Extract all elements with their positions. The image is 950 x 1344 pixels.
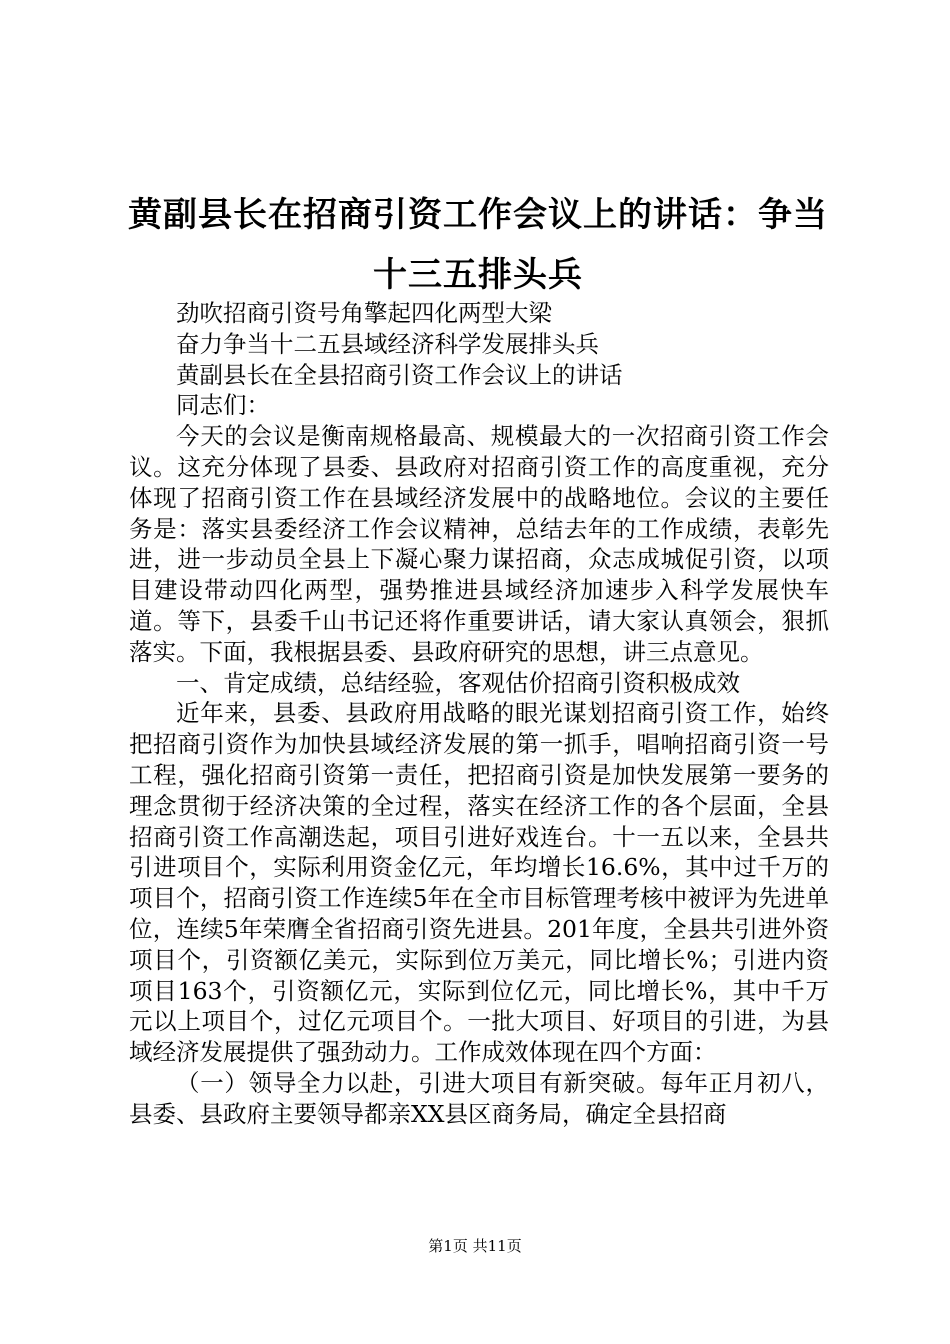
body-paragraph: 近年来，县委、县政府用战略的眼光谋划招商引资工作，始终把招商引资作为加快县域经济发展的第一抓手，唱响招商引资一号工程，强化招商引资第一责任，把招商引资是加快发展第一要务的理念贯彻于经济决策的全过程，落实在经济工作的各个层面，全县招商引资工作高潮迭起，项目引进好戏连台。十一五以来，全县共引进项目个，实际利用资金亿元，年均增长16.6%，其中过千万的项目个，招商引资工作连续5年在全市目标管理考核中被评为先进单位，连续5年荣膺全省招商引资先进县。201年度，全县共引进外资项目个，引资额亿美元，实际到位万美元，同比增长%；引进内资项目163个，引资额亿元，实际到位亿元，同比增长%，其中千万元以上项目个，过亿元项目个。一批大项目、好项目的引进，为县域经济发展提供了强劲动力。工作成效体现在四个方面：: [129, 699, 829, 1067]
body-paragraph: 今天的会议是衡南规格最高、规模最大的一次招商引资工作会议。这充分体现了县委、县政府对招商引资工作的高度重视，充分体现了招商引资工作在县域经济发展中的战略地位。会议的主要任务是：落实县委经济工作会议精神，总结去年的工作成绩，表彰先进，进一步动员全县上下凝心聚力谋招商，众志成城促引资，以项目建设带动四化两型，强势推进县域经济加速步入科学发展快车道。等下，县委千山书记还将作重要讲话，请大家认真领会，狠抓落实。下面，我根据县委、县政府研究的思想，讲三点意见。: [129, 422, 829, 666]
document-body: [129, 298, 829, 1130]
page-footer: 第1页 共11页: [428, 1237, 522, 1255]
subtitle-line-2: 奋力争当十二五县域经济科学发展排头兵: [176, 329, 599, 358]
document-title: 黄副县长在招商引资工作会议上的讲话：争当十三五排头兵: [128, 195, 828, 295]
subtitle-line-1: 劲吹招商引资号角擎起四化两型大梁: [176, 299, 552, 327]
salutation: 同志们：: [176, 391, 270, 420]
section-heading: 一、肯定成绩，总结经验，客观估价招商引资积极成效: [176, 668, 740, 697]
body-paragraph: （一）领导全力以赴，引进大项目有新突破。每年正月初八，县委、县政府主要领导都亲XX县区商务局，确定全县招商: [129, 1068, 829, 1128]
subtitle-line-3: 黄副县长在全县招商引资工作会议上的讲话: [176, 360, 623, 389]
